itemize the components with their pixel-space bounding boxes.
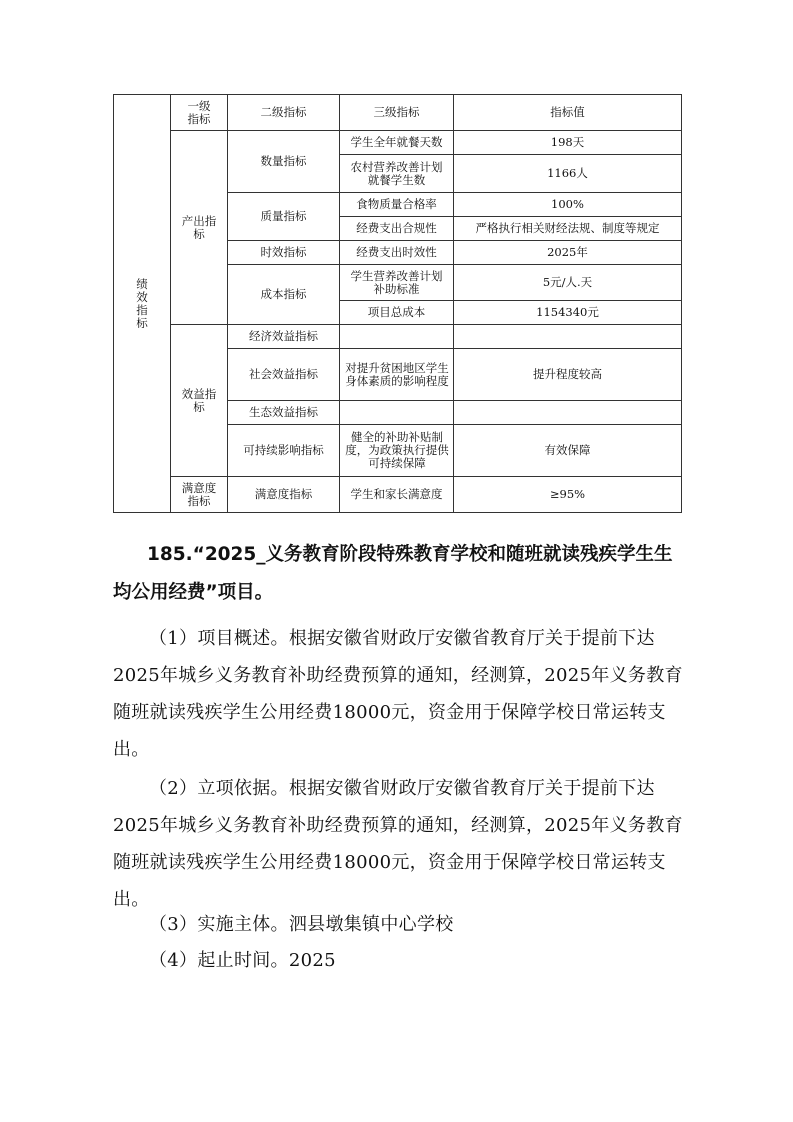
cost-label: 成本指标 bbox=[228, 265, 340, 325]
rural-students-value: 1166人 bbox=[454, 155, 682, 193]
paragraph-basis: （2）立项依据。根据安徽省财政厅安徽省教育厅关于提前下达2025年城乡义务教育补助经费预算的通知，经测算，2025年义务教育随班就读残疾学生公用经费18000元，资金用于保障学校日常运转支出。 bbox=[113, 778, 683, 910]
satisfaction-label-cell bbox=[171, 477, 228, 513]
satisfaction-sub-label: 满意度指标 bbox=[228, 477, 340, 513]
performance-indicator-table bbox=[113, 94, 682, 513]
meal-days-label: 学生全年就餐天数 bbox=[340, 131, 454, 155]
meal-days-value: 198天 bbox=[454, 131, 682, 155]
benefit-label: 效益指标 bbox=[181, 386, 217, 414]
rural-students-label: 农村营养改善计划就餐学生数 bbox=[340, 155, 454, 193]
food-pass-value: 100% bbox=[454, 193, 682, 217]
total-cost-value: 1154340元 bbox=[454, 301, 682, 325]
output-label: 产出指标 bbox=[181, 213, 217, 241]
project-number: 185. bbox=[147, 544, 193, 565]
section-label: 绩效指标 bbox=[136, 276, 148, 330]
section-label-cell bbox=[114, 95, 171, 513]
benefit-label-cell bbox=[171, 325, 228, 477]
fund-compliance-label: 经费支出合规性 bbox=[340, 217, 454, 241]
quantity-label: 数量指标 bbox=[228, 131, 340, 193]
timeliness-label: 时效指标 bbox=[228, 241, 340, 265]
satisfaction-item-value: ≥95% bbox=[454, 477, 682, 513]
food-pass-label: 食物质量合格率 bbox=[340, 193, 454, 217]
ecological-value bbox=[454, 401, 682, 425]
header-level3: 三级指标 bbox=[340, 95, 454, 131]
subsidy-standard-value: 5元/人.天 bbox=[454, 265, 682, 301]
economic-value bbox=[454, 325, 682, 349]
economic-item bbox=[340, 325, 454, 349]
quality-label: 质量指标 bbox=[228, 193, 340, 241]
ecological-label: 生态效益指标 bbox=[228, 401, 340, 425]
sustainable-item-label: 健全的补助补贴制度，为政策执行提供可持续保障 bbox=[340, 425, 454, 477]
ecological-item bbox=[340, 401, 454, 425]
total-cost-label: 项目总成本 bbox=[340, 301, 454, 325]
output-label-cell bbox=[171, 131, 228, 325]
project-title: “2025_义务教育阶段特殊教育学校和随班就读残疾学生生均公用经费”项目。 bbox=[113, 544, 673, 603]
subsidy-standard-label: 学生营养改善计划补助标准 bbox=[340, 265, 454, 301]
social-item-value: 提升程度较高 bbox=[454, 349, 682, 401]
social-label: 社会效益指标 bbox=[228, 349, 340, 401]
paragraph-implementer: （3）实施主体。泗县墩集镇中心学校 bbox=[149, 914, 454, 935]
economic-label: 经济效益指标 bbox=[228, 325, 340, 349]
paragraph-overview: （1）项目概述。根据安徽省财政厅安徽省教育厅关于提前下达2025年城乡义务教育补助经费预算的通知，经测算，2025年义务教育随班就读残疾学生公用经费18000元，资金用于保障学校日常运转支出。 bbox=[113, 628, 683, 760]
header-value: 指标值 bbox=[454, 95, 682, 131]
satisfaction-label: 满意度指标 bbox=[181, 480, 217, 508]
fund-compliance-value: 严格执行相关财经法规、制度等规定 bbox=[454, 217, 682, 241]
sustainable-item-value: 有效保障 bbox=[454, 425, 682, 477]
header-level2: 二级指标 bbox=[228, 95, 340, 131]
project-heading bbox=[113, 536, 683, 612]
paragraph-period: （4）起止时间。2025 bbox=[149, 950, 336, 971]
fund-timeliness-value: 2025年 bbox=[454, 241, 682, 265]
satisfaction-item-label: 学生和家长满意度 bbox=[340, 477, 454, 513]
fund-timeliness-label: 经费支出时效性 bbox=[340, 241, 454, 265]
sustainable-label: 可持续影响指标 bbox=[228, 425, 340, 477]
social-item-label: 对提升贫困地区学生身体素质的影响程度 bbox=[340, 349, 454, 401]
header-level1: 一级指标 bbox=[171, 95, 228, 131]
